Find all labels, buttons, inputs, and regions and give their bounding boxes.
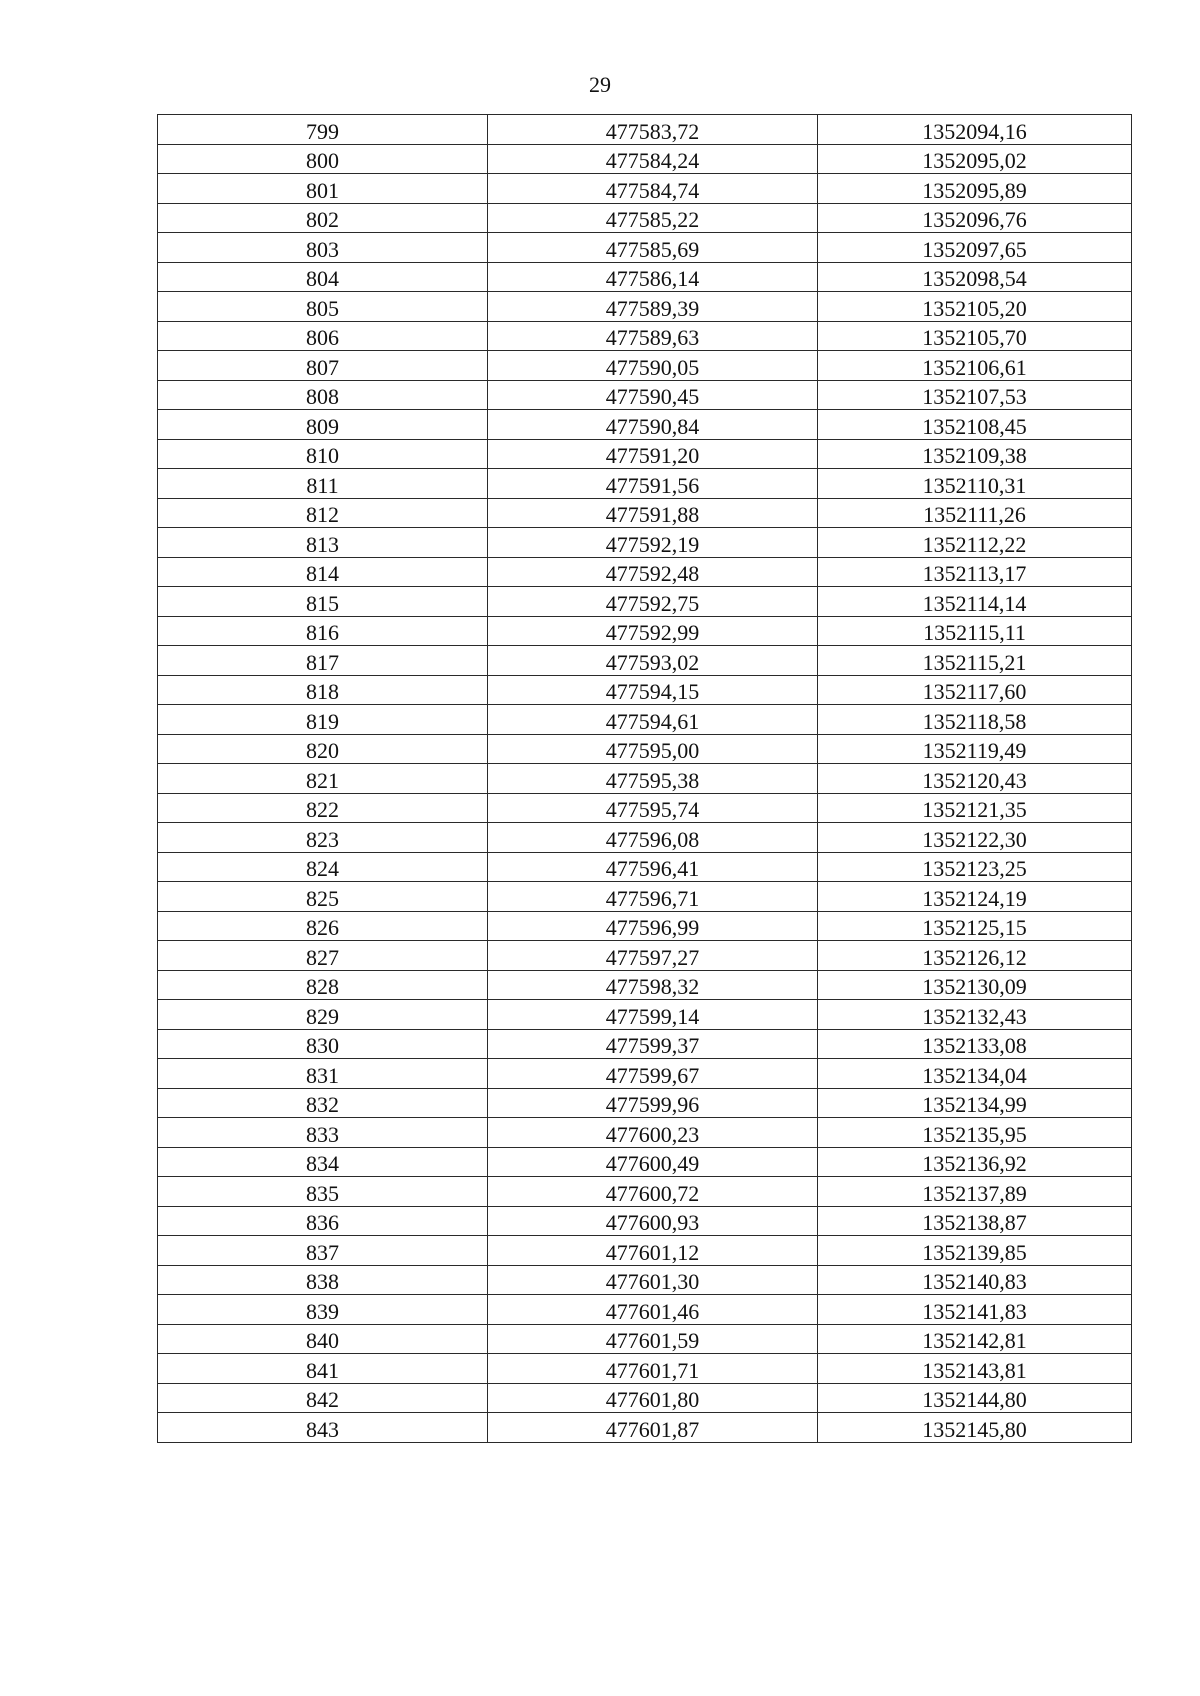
x-coordinate-cell: 477592,99: [488, 616, 818, 646]
table-row: [158, 439, 1132, 469]
y-coordinate-cell: 1352106,61: [818, 351, 1132, 381]
x-coordinate-cell: 477590,05: [488, 351, 818, 381]
y-coordinate-cell: 1352109,38: [818, 439, 1132, 469]
x-coordinate-cell: 477584,74: [488, 174, 818, 204]
table-row: [158, 941, 1132, 971]
x-coordinate-cell: 477596,71: [488, 882, 818, 912]
table-row: [158, 174, 1132, 204]
table-row: [158, 970, 1132, 1000]
table-row: [158, 705, 1132, 735]
point-number-cell: 826: [158, 911, 488, 941]
point-number-cell: 819: [158, 705, 488, 735]
table-row: [158, 587, 1132, 617]
table-row: [158, 1383, 1132, 1413]
x-coordinate-cell: 477601,80: [488, 1383, 818, 1413]
x-coordinate-cell: 477585,22: [488, 203, 818, 233]
table-row: [158, 911, 1132, 941]
x-coordinate-cell: 477595,00: [488, 734, 818, 764]
point-number-cell: 812: [158, 498, 488, 528]
table-row: [158, 1118, 1132, 1148]
point-number-cell: 825: [158, 882, 488, 912]
x-coordinate-cell: 477592,75: [488, 587, 818, 617]
point-number-cell: 833: [158, 1118, 488, 1148]
x-coordinate-cell: 477601,59: [488, 1324, 818, 1354]
y-coordinate-cell: 1352123,25: [818, 852, 1132, 882]
point-number-cell: 827: [158, 941, 488, 971]
table-row: [158, 734, 1132, 764]
x-coordinate-cell: 477589,39: [488, 292, 818, 322]
table-row: [158, 1029, 1132, 1059]
table-row: [158, 203, 1132, 233]
table-row: [158, 410, 1132, 440]
point-number-cell: 820: [158, 734, 488, 764]
x-coordinate-cell: 477601,71: [488, 1354, 818, 1384]
y-coordinate-cell: 1352115,11: [818, 616, 1132, 646]
table-row: [158, 1413, 1132, 1443]
x-coordinate-cell: 477594,15: [488, 675, 818, 705]
y-coordinate-cell: 1352112,22: [818, 528, 1132, 558]
y-coordinate-cell: 1352121,35: [818, 793, 1132, 823]
point-number-cell: 821: [158, 764, 488, 794]
x-coordinate-cell: 477595,38: [488, 764, 818, 794]
y-coordinate-cell: 1352115,21: [818, 646, 1132, 676]
y-coordinate-cell: 1352094,16: [818, 115, 1132, 145]
table-row: [158, 262, 1132, 292]
y-coordinate-cell: 1352108,45: [818, 410, 1132, 440]
point-number-cell: 822: [158, 793, 488, 823]
point-number-cell: 831: [158, 1059, 488, 1089]
x-coordinate-cell: 477600,49: [488, 1147, 818, 1177]
table-row: [158, 1147, 1132, 1177]
x-coordinate-cell: 477596,08: [488, 823, 818, 853]
table-row: [158, 233, 1132, 263]
x-coordinate-cell: 477601,46: [488, 1295, 818, 1325]
table-row: [158, 1324, 1132, 1354]
table-row: [158, 1236, 1132, 1266]
table-row: [158, 1088, 1132, 1118]
point-number-cell: 808: [158, 380, 488, 410]
table-row: [158, 852, 1132, 882]
y-coordinate-cell: 1352137,89: [818, 1177, 1132, 1207]
y-coordinate-cell: 1352144,80: [818, 1383, 1132, 1413]
point-number-cell: 837: [158, 1236, 488, 1266]
table-row: [158, 1295, 1132, 1325]
point-number-cell: 840: [158, 1324, 488, 1354]
point-number-cell: 815: [158, 587, 488, 617]
point-number-cell: 841: [158, 1354, 488, 1384]
x-coordinate-cell: 477599,37: [488, 1029, 818, 1059]
y-coordinate-cell: 1352096,76: [818, 203, 1132, 233]
x-coordinate-cell: 477584,24: [488, 144, 818, 174]
table-row: [158, 1354, 1132, 1384]
y-coordinate-cell: 1352113,17: [818, 557, 1132, 587]
x-coordinate-cell: 477599,14: [488, 1000, 818, 1030]
x-coordinate-cell: 477594,61: [488, 705, 818, 735]
table-row: [158, 528, 1132, 558]
x-coordinate-cell: 477599,67: [488, 1059, 818, 1089]
point-number-cell: 802: [158, 203, 488, 233]
y-coordinate-cell: 1352145,80: [818, 1413, 1132, 1443]
point-number-cell: 806: [158, 321, 488, 351]
table-row: [158, 1000, 1132, 1030]
point-number-cell: 817: [158, 646, 488, 676]
x-coordinate-cell: 477598,32: [488, 970, 818, 1000]
table-row: [158, 793, 1132, 823]
y-coordinate-cell: 1352134,99: [818, 1088, 1132, 1118]
point-number-cell: 823: [158, 823, 488, 853]
y-coordinate-cell: 1352139,85: [818, 1236, 1132, 1266]
y-coordinate-cell: 1352118,58: [818, 705, 1132, 735]
table-row: [158, 646, 1132, 676]
table-row: [158, 557, 1132, 587]
page-number: 29: [589, 72, 611, 97]
table-row: [158, 115, 1132, 145]
y-coordinate-cell: 1352119,49: [818, 734, 1132, 764]
x-coordinate-cell: 477600,23: [488, 1118, 818, 1148]
y-coordinate-cell: 1352140,83: [818, 1265, 1132, 1295]
x-coordinate-cell: 477597,27: [488, 941, 818, 971]
y-coordinate-cell: 1352130,09: [818, 970, 1132, 1000]
point-number-cell: 805: [158, 292, 488, 322]
y-coordinate-cell: 1352095,02: [818, 144, 1132, 174]
y-coordinate-cell: 1352097,65: [818, 233, 1132, 263]
x-coordinate-cell: 477585,69: [488, 233, 818, 263]
point-number-cell: 818: [158, 675, 488, 705]
point-number-cell: 834: [158, 1147, 488, 1177]
point-number-cell: 803: [158, 233, 488, 263]
x-coordinate-cell: 477591,56: [488, 469, 818, 499]
y-coordinate-cell: 1352133,08: [818, 1029, 1132, 1059]
table-row: [158, 675, 1132, 705]
point-number-cell: 814: [158, 557, 488, 587]
point-number-cell: 838: [158, 1265, 488, 1295]
x-coordinate-cell: 477590,84: [488, 410, 818, 440]
table-row: [158, 380, 1132, 410]
y-coordinate-cell: 1352098,54: [818, 262, 1132, 292]
x-coordinate-cell: 477586,14: [488, 262, 818, 292]
x-coordinate-cell: 477596,41: [488, 852, 818, 882]
point-number-cell: 809: [158, 410, 488, 440]
point-number-cell: 801: [158, 174, 488, 204]
point-number-cell: 843: [158, 1413, 488, 1443]
x-coordinate-cell: 477591,88: [488, 498, 818, 528]
x-coordinate-cell: 477589,63: [488, 321, 818, 351]
table-row: [158, 1059, 1132, 1089]
x-coordinate-cell: 477591,20: [488, 439, 818, 469]
point-number-cell: 813: [158, 528, 488, 558]
table-row: [158, 498, 1132, 528]
y-coordinate-cell: 1352125,15: [818, 911, 1132, 941]
x-coordinate-cell: 477601,30: [488, 1265, 818, 1295]
point-number-cell: 830: [158, 1029, 488, 1059]
y-coordinate-cell: 1352095,89: [818, 174, 1132, 204]
table-row: [158, 469, 1132, 499]
table-row: [158, 144, 1132, 174]
y-coordinate-cell: 1352105,70: [818, 321, 1132, 351]
x-coordinate-cell: 477601,12: [488, 1236, 818, 1266]
table-row: [158, 1177, 1132, 1207]
table-row: [158, 616, 1132, 646]
y-coordinate-cell: 1352120,43: [818, 764, 1132, 794]
x-coordinate-cell: 477600,72: [488, 1177, 818, 1207]
point-number-cell: 810: [158, 439, 488, 469]
point-number-cell: 811: [158, 469, 488, 499]
y-coordinate-cell: 1352107,53: [818, 380, 1132, 410]
y-coordinate-cell: 1352134,04: [818, 1059, 1132, 1089]
y-coordinate-cell: 1352132,43: [818, 1000, 1132, 1030]
x-coordinate-cell: 477592,19: [488, 528, 818, 558]
x-coordinate-cell: 477595,74: [488, 793, 818, 823]
point-number-cell: 816: [158, 616, 488, 646]
point-number-cell: 829: [158, 1000, 488, 1030]
x-coordinate-cell: 477592,48: [488, 557, 818, 587]
y-coordinate-cell: 1352126,12: [818, 941, 1132, 971]
y-coordinate-cell: 1352114,14: [818, 587, 1132, 617]
point-number-cell: 832: [158, 1088, 488, 1118]
x-coordinate-cell: 477583,72: [488, 115, 818, 145]
y-coordinate-cell: 1352111,26: [818, 498, 1132, 528]
y-coordinate-cell: 1352135,95: [818, 1118, 1132, 1148]
x-coordinate-cell: 477593,02: [488, 646, 818, 676]
y-coordinate-cell: 1352136,92: [818, 1147, 1132, 1177]
point-number-cell: 836: [158, 1206, 488, 1236]
point-number-cell: 799: [158, 115, 488, 145]
x-coordinate-cell: 477600,93: [488, 1206, 818, 1236]
table-row: [158, 321, 1132, 351]
point-number-cell: 839: [158, 1295, 488, 1325]
point-number-cell: 804: [158, 262, 488, 292]
table-row: [158, 764, 1132, 794]
y-coordinate-cell: 1352110,31: [818, 469, 1132, 499]
table-row: [158, 882, 1132, 912]
x-coordinate-cell: 477599,96: [488, 1088, 818, 1118]
y-coordinate-cell: 1352141,83: [818, 1295, 1132, 1325]
point-number-cell: 842: [158, 1383, 488, 1413]
table-row: [158, 351, 1132, 381]
y-coordinate-cell: 1352105,20: [818, 292, 1132, 322]
x-coordinate-cell: 477601,87: [488, 1413, 818, 1443]
point-number-cell: 835: [158, 1177, 488, 1207]
y-coordinate-cell: 1352143,81: [818, 1354, 1132, 1384]
y-coordinate-cell: 1352142,81: [818, 1324, 1132, 1354]
y-coordinate-cell: 1352122,30: [818, 823, 1132, 853]
point-number-cell: 800: [158, 144, 488, 174]
x-coordinate-cell: 477590,45: [488, 380, 818, 410]
y-coordinate-cell: 1352138,87: [818, 1206, 1132, 1236]
point-number-cell: 824: [158, 852, 488, 882]
table-row: [158, 1206, 1132, 1236]
coordinates-table: [157, 114, 1132, 1443]
table-row: [158, 823, 1132, 853]
coordinates-table-body: [158, 115, 1132, 1443]
y-coordinate-cell: 1352117,60: [818, 675, 1132, 705]
point-number-cell: 807: [158, 351, 488, 381]
y-coordinate-cell: 1352124,19: [818, 882, 1132, 912]
point-number-cell: 828: [158, 970, 488, 1000]
table-row: [158, 292, 1132, 322]
x-coordinate-cell: 477596,99: [488, 911, 818, 941]
table-row: [158, 1265, 1132, 1295]
